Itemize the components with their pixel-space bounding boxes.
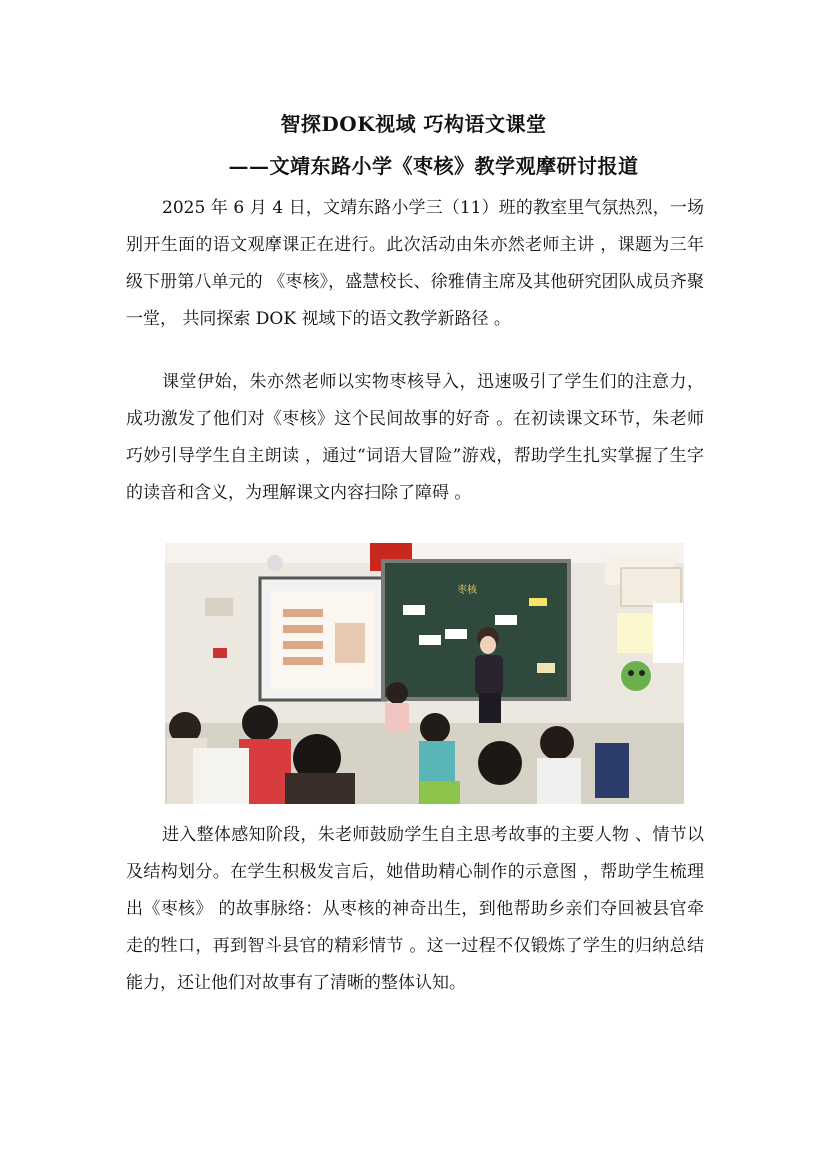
document-title: 智探DOK视域 巧构语文课堂 bbox=[280, 112, 547, 136]
document-subtitle: ——文靖东路小学《枣核》教学观摩研讨报道 bbox=[228, 154, 639, 178]
classroom-photo-illustration bbox=[165, 543, 684, 804]
paragraph-3: 进入整体感知阶段，朱老师鼓励学生自主思考故事的主要人物 、情节以及结构划分。在学生积极发言后，她借助精心制作的示意图 ，帮助学生梳理出《枣核》 的故事脉络：从枣核的神奇出生，到他帮助乡亲们夺回被县官牵走的牲口，再到智斗县官的精彩情节 。这一过程不仅锻炼了学生的归纳总结能力，还让他们对故事有了清晰的整体认知。 bbox=[126, 825, 704, 993]
paragraph-2: 课堂伊始，朱亦然老师以实物枣核导入，迅速吸引了学生们的注意力，成功激发了他们对《枣核》这个民间故事的好奇 。在初读课文环节，朱老师巧妙引导学生自主朗读 ，通过“词语大冒险”游戏，帮助学生扎实掌握了生字的读音和含义，为理解课文内容扫除了障碍 。 bbox=[126, 372, 704, 503]
classroom-photo bbox=[165, 543, 684, 804]
paragraph-1: 2025 年 6 月 4 日，文靖东路小学三（11）班的教室里气氛热烈，一场别开生面的语文观摩课正在进行。此次活动由朱亦然老师主讲 ，课题为三年级下册第八单元的 《枣核》，盛慧校长、徐雅倩主席及其他研究团队成员齐聚一堂， 共同探索 DOK 视域下的语文教学新路径 。 bbox=[126, 198, 704, 329]
blackboard-title: 枣核 bbox=[457, 585, 477, 596]
